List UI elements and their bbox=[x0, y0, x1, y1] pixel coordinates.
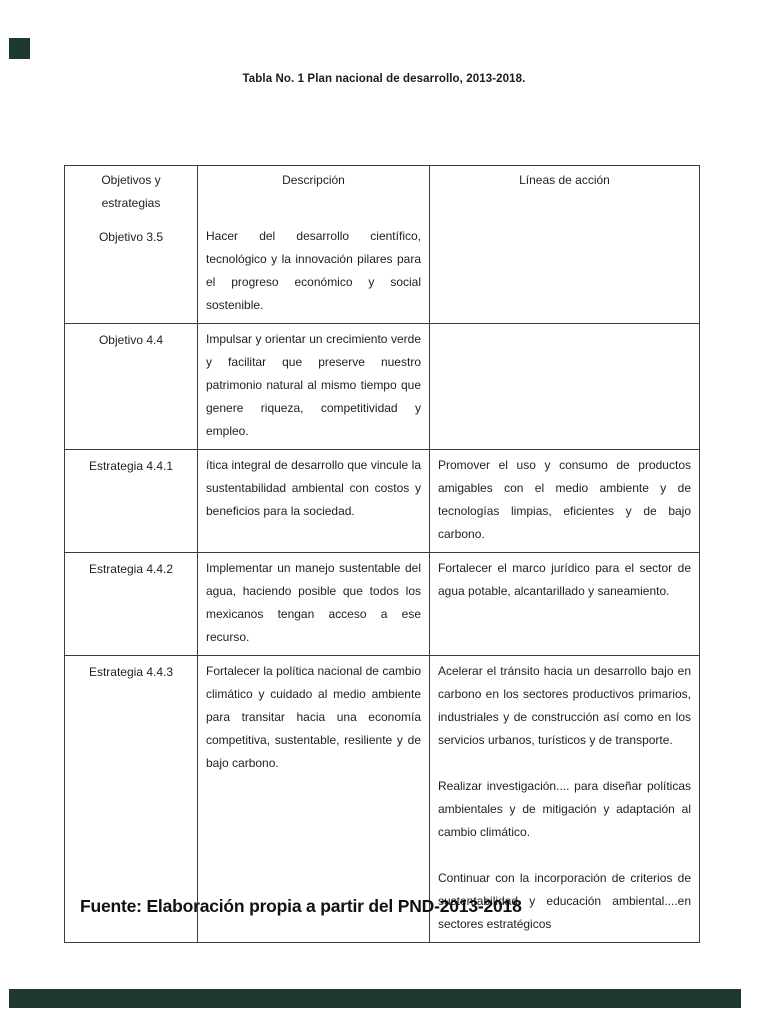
cell-lineas-accion bbox=[429, 323, 699, 449]
accent-bar bbox=[9, 989, 741, 1008]
cell-descripcion bbox=[197, 552, 429, 655]
cell-paragraph: Continuar con la incorporación de criterios de sustentabilidad y educación ambiental....en sectores estratégicos bbox=[438, 871, 691, 931]
cell-lineas-accion bbox=[429, 221, 699, 323]
page-title: Tabla No. 1 Plan nacional de desarrollo, 2013-2018. bbox=[242, 73, 526, 85]
header-descripcion: Descripción bbox=[197, 166, 429, 221]
cell-paragraph: Implementar un manejo sustentable del agua, haciendo posible que todos los mexicanos tengan acceso a ese recurso. bbox=[206, 561, 421, 644]
cell-paragraph: Promover el uso y consumo de productos amigables con el medio ambiente y de tecnologías limpias, eficientes y de bajo carbono. bbox=[438, 458, 691, 541]
cell-paragraph: Hacer del desarrollo científico, tecnológico y la innovación pilares para el progreso económico y social sostenible. bbox=[206, 229, 421, 312]
source-note: Fuente: Elaboración propia a partir del PND-2013-2018 bbox=[80, 896, 522, 916]
cell-lineas-accion bbox=[429, 552, 699, 655]
header-objetivos-estrategias: Objetivos y estrategias bbox=[101, 173, 161, 210]
cell-objetivo: Estrategia 4.4.2 bbox=[65, 552, 197, 655]
cell-descripcion bbox=[197, 221, 429, 323]
accent-square bbox=[9, 38, 30, 59]
table-row bbox=[65, 449, 699, 552]
cell-lineas-accion bbox=[429, 449, 699, 552]
table-row bbox=[65, 552, 699, 655]
cell-objetivo: Objetivo 3.5 bbox=[98, 230, 164, 244]
table-row bbox=[65, 221, 699, 323]
cell-descripcion bbox=[197, 449, 429, 552]
table-row bbox=[65, 323, 699, 449]
cell-objetivo: Estrategia 4.4.3 bbox=[65, 655, 197, 942]
cell-paragraph: ítica integral de desarrollo que vincule la sustentabilidad ambiental con costos y beneficios para la sociedad. bbox=[206, 458, 421, 518]
cell-paragraph: Impulsar y orientar un crecimiento verde y facilitar que preserve nuestro patrimonio natural al mismo tiempo que genere riqueza, competitividad y empleo. bbox=[206, 332, 421, 438]
table-body bbox=[65, 221, 699, 942]
pnd-table bbox=[64, 165, 700, 943]
cell-descripcion bbox=[197, 323, 429, 449]
header-lineas-accion: Líneas de acción bbox=[429, 166, 699, 221]
table-header-row bbox=[65, 166, 699, 221]
cell-paragraph: Realizar investigación.... para diseñar políticas ambientales y de mitigación y adaptación al cambio climático. bbox=[438, 779, 691, 839]
cell-objetivo: Estrategia 4.4.1 bbox=[65, 449, 197, 552]
cell-objetivo: Objetivo 4.4 bbox=[65, 323, 197, 449]
cell-paragraph: Fortalecer el marco jurídico para el sector de agua potable, alcantarillado y saneamiento. bbox=[438, 561, 691, 598]
cell-paragraph: Acelerar el tránsito hacia un desarrollo bajo en carbono en los sectores productivos primarios, industriales y de construcción así como en los servicios urbanos, turísticos y de transporte. bbox=[438, 664, 691, 747]
cell-paragraph: Fortalecer la política nacional de cambio climático y cuidado al medio ambiente para transitar hacia una economía competitiva, sustentable, resiliente y de bajo carbono. bbox=[206, 664, 421, 770]
